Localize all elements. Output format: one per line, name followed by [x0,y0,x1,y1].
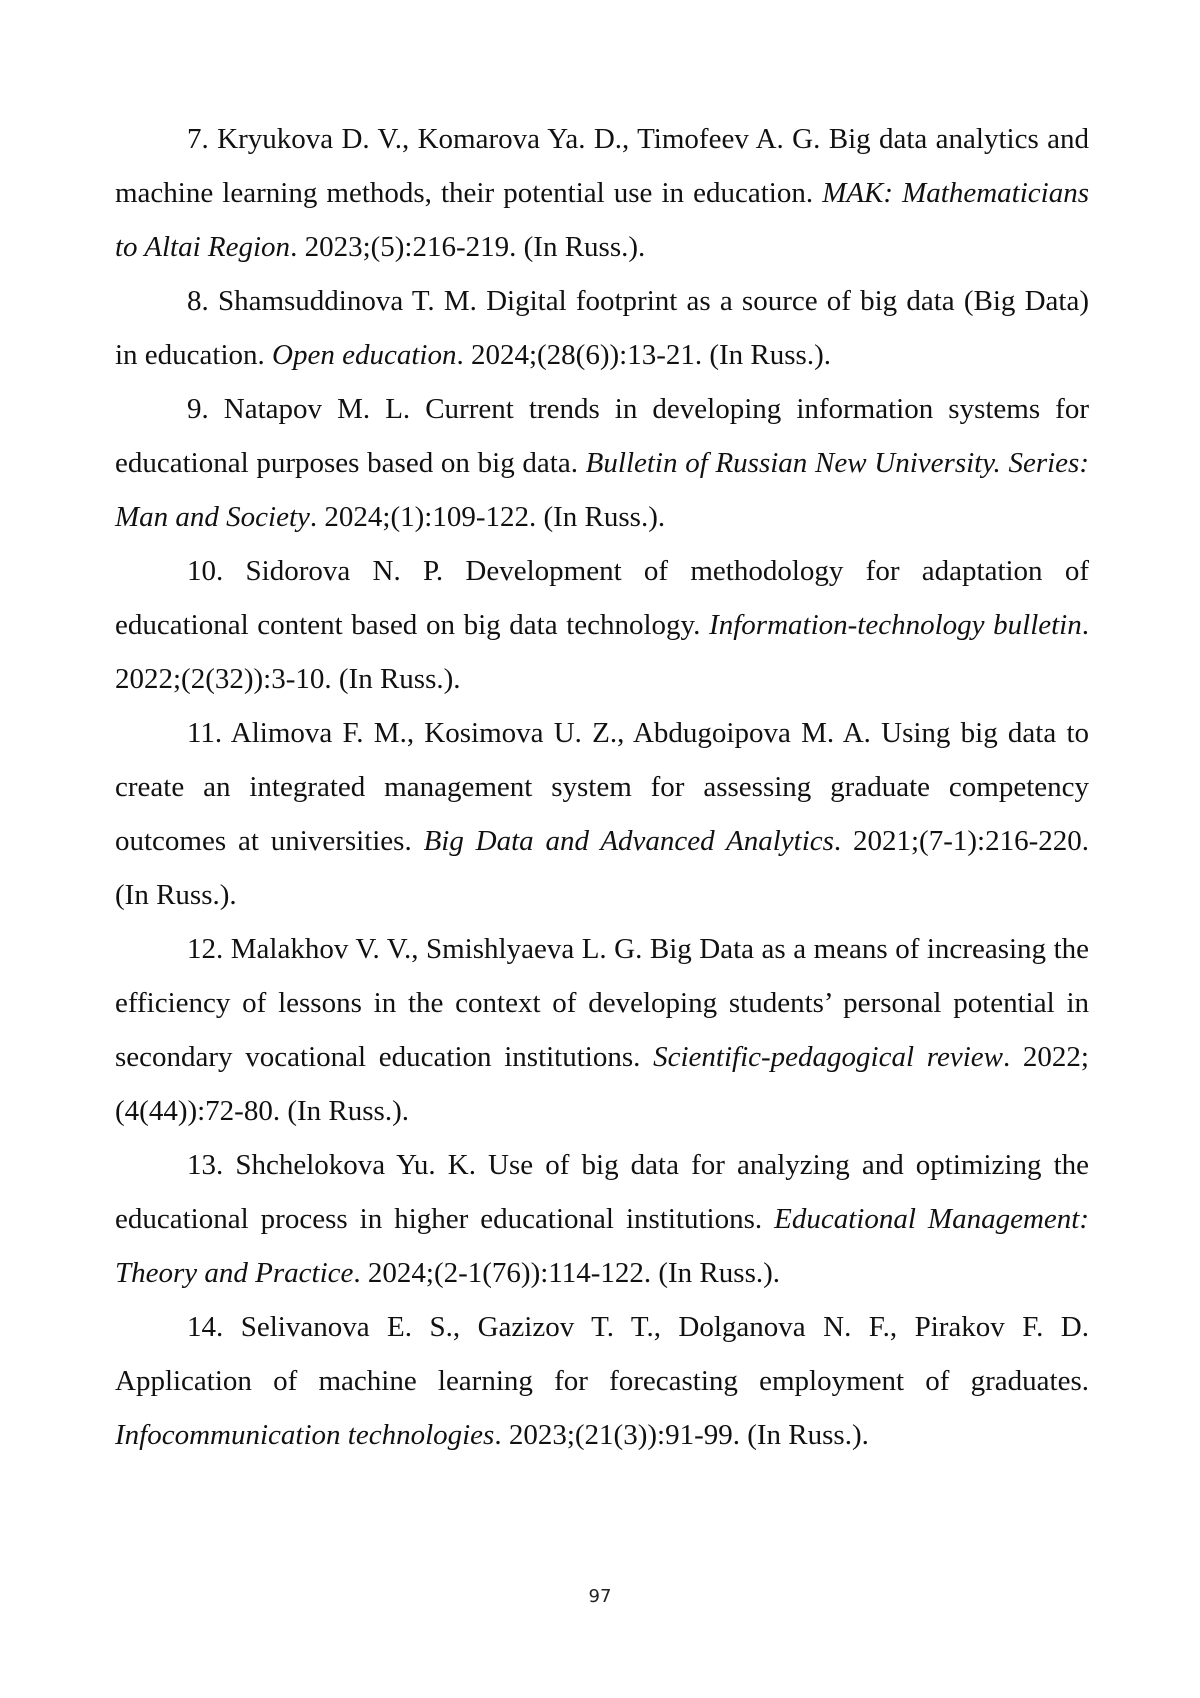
reference-details: . 2024;(1):109-122. (In Russ.). [309,501,666,533]
reference-journal: Educational Management: Theory and Practice [115,1203,1089,1289]
reference-list [115,112,1089,1462]
reference-journal: MAK: Mathematicians to Altai Region [115,177,1089,263]
reference-details: . 2021;(7-1):216-220. (In Russ.). [115,825,1089,911]
reference-item-14 [115,1300,1089,1462]
reference-details: . 2023;(21(3)):91-99. (In Russ.). [494,1419,869,1451]
reference-authors-title: 10. Sidorova N. P. Development of methodology for adaptation of educational content based on big data technology. [115,555,1089,641]
reference-journal: Scientific-pedagogical review [653,1041,1003,1073]
reference-journal: Bulletin of Russian New University. Series: Man and Society [115,447,1089,533]
reference-item-8 [115,274,1089,382]
reference-authors-title: 9. Natapov M. L. Current trends in developing information systems for educational purposes based on big data. [115,393,1089,479]
reference-item-9 [115,382,1089,544]
reference-authors-title: 13. Shchelokova Yu. K. Use of big data for analyzing and optimizing the educational process in higher educational institutions. [115,1149,1089,1235]
reference-journal: Infocommunication technologies [115,1419,495,1451]
reference-details: . 2023;(5):216-219. (In Russ.). [290,231,646,263]
reference-authors-title: 7. Kryukova D. V., Komarova Ya. D., Timofeev A. G. Big data analytics and machine learning methods, their potential use in education. [115,123,1089,209]
reference-authors-title: 8. Shamsuddinova T. M. Digital footprint as a source of big data (Big Data) in education. [115,285,1089,371]
reference-details: . 2024;(2-1(76)):114-122. (In Russ.). [353,1257,781,1289]
reference-item-7 [115,112,1089,274]
reference-item-11 [115,706,1089,922]
reference-item-12 [115,922,1089,1138]
page-number: 97 [588,1586,612,1607]
reference-authors-title: 11. Alimova F. M., Kosimova U. Z., Abdugoipova M. A. Using big data to create an integrated management system for assessing graduate competency outcomes at universities. [115,717,1089,857]
reference-authors-title: 12. Malakhov V. V., Smishlyaeva L. G. Big Data as a means of increasing the efficiency of lessons in the context of developing students’ personal potential in secondary vocational education institutions. [115,933,1089,1073]
reference-authors-title: 14. Selivanova E. S., Gazizov T. T., Dolganova N. F., Pirakov F. D. Application of machine learning for forecasting employment of graduates. [115,1311,1089,1397]
reference-item-13 [115,1138,1089,1300]
reference-journal: Open education [272,339,457,371]
reference-journal: Information-technology bulletin [709,609,1082,641]
reference-journal: Big Data and Advanced Analytics [423,825,834,857]
reference-details: . 2022;(2(32)):3-10. (In Russ.). [115,609,1089,695]
reference-details: . 2022;(4(44)):72-80. (In Russ.). [115,1041,1089,1127]
reference-item-10 [115,544,1089,706]
reference-details: . 2024;(28(6)):13-21. (In Russ.). [456,339,832,371]
